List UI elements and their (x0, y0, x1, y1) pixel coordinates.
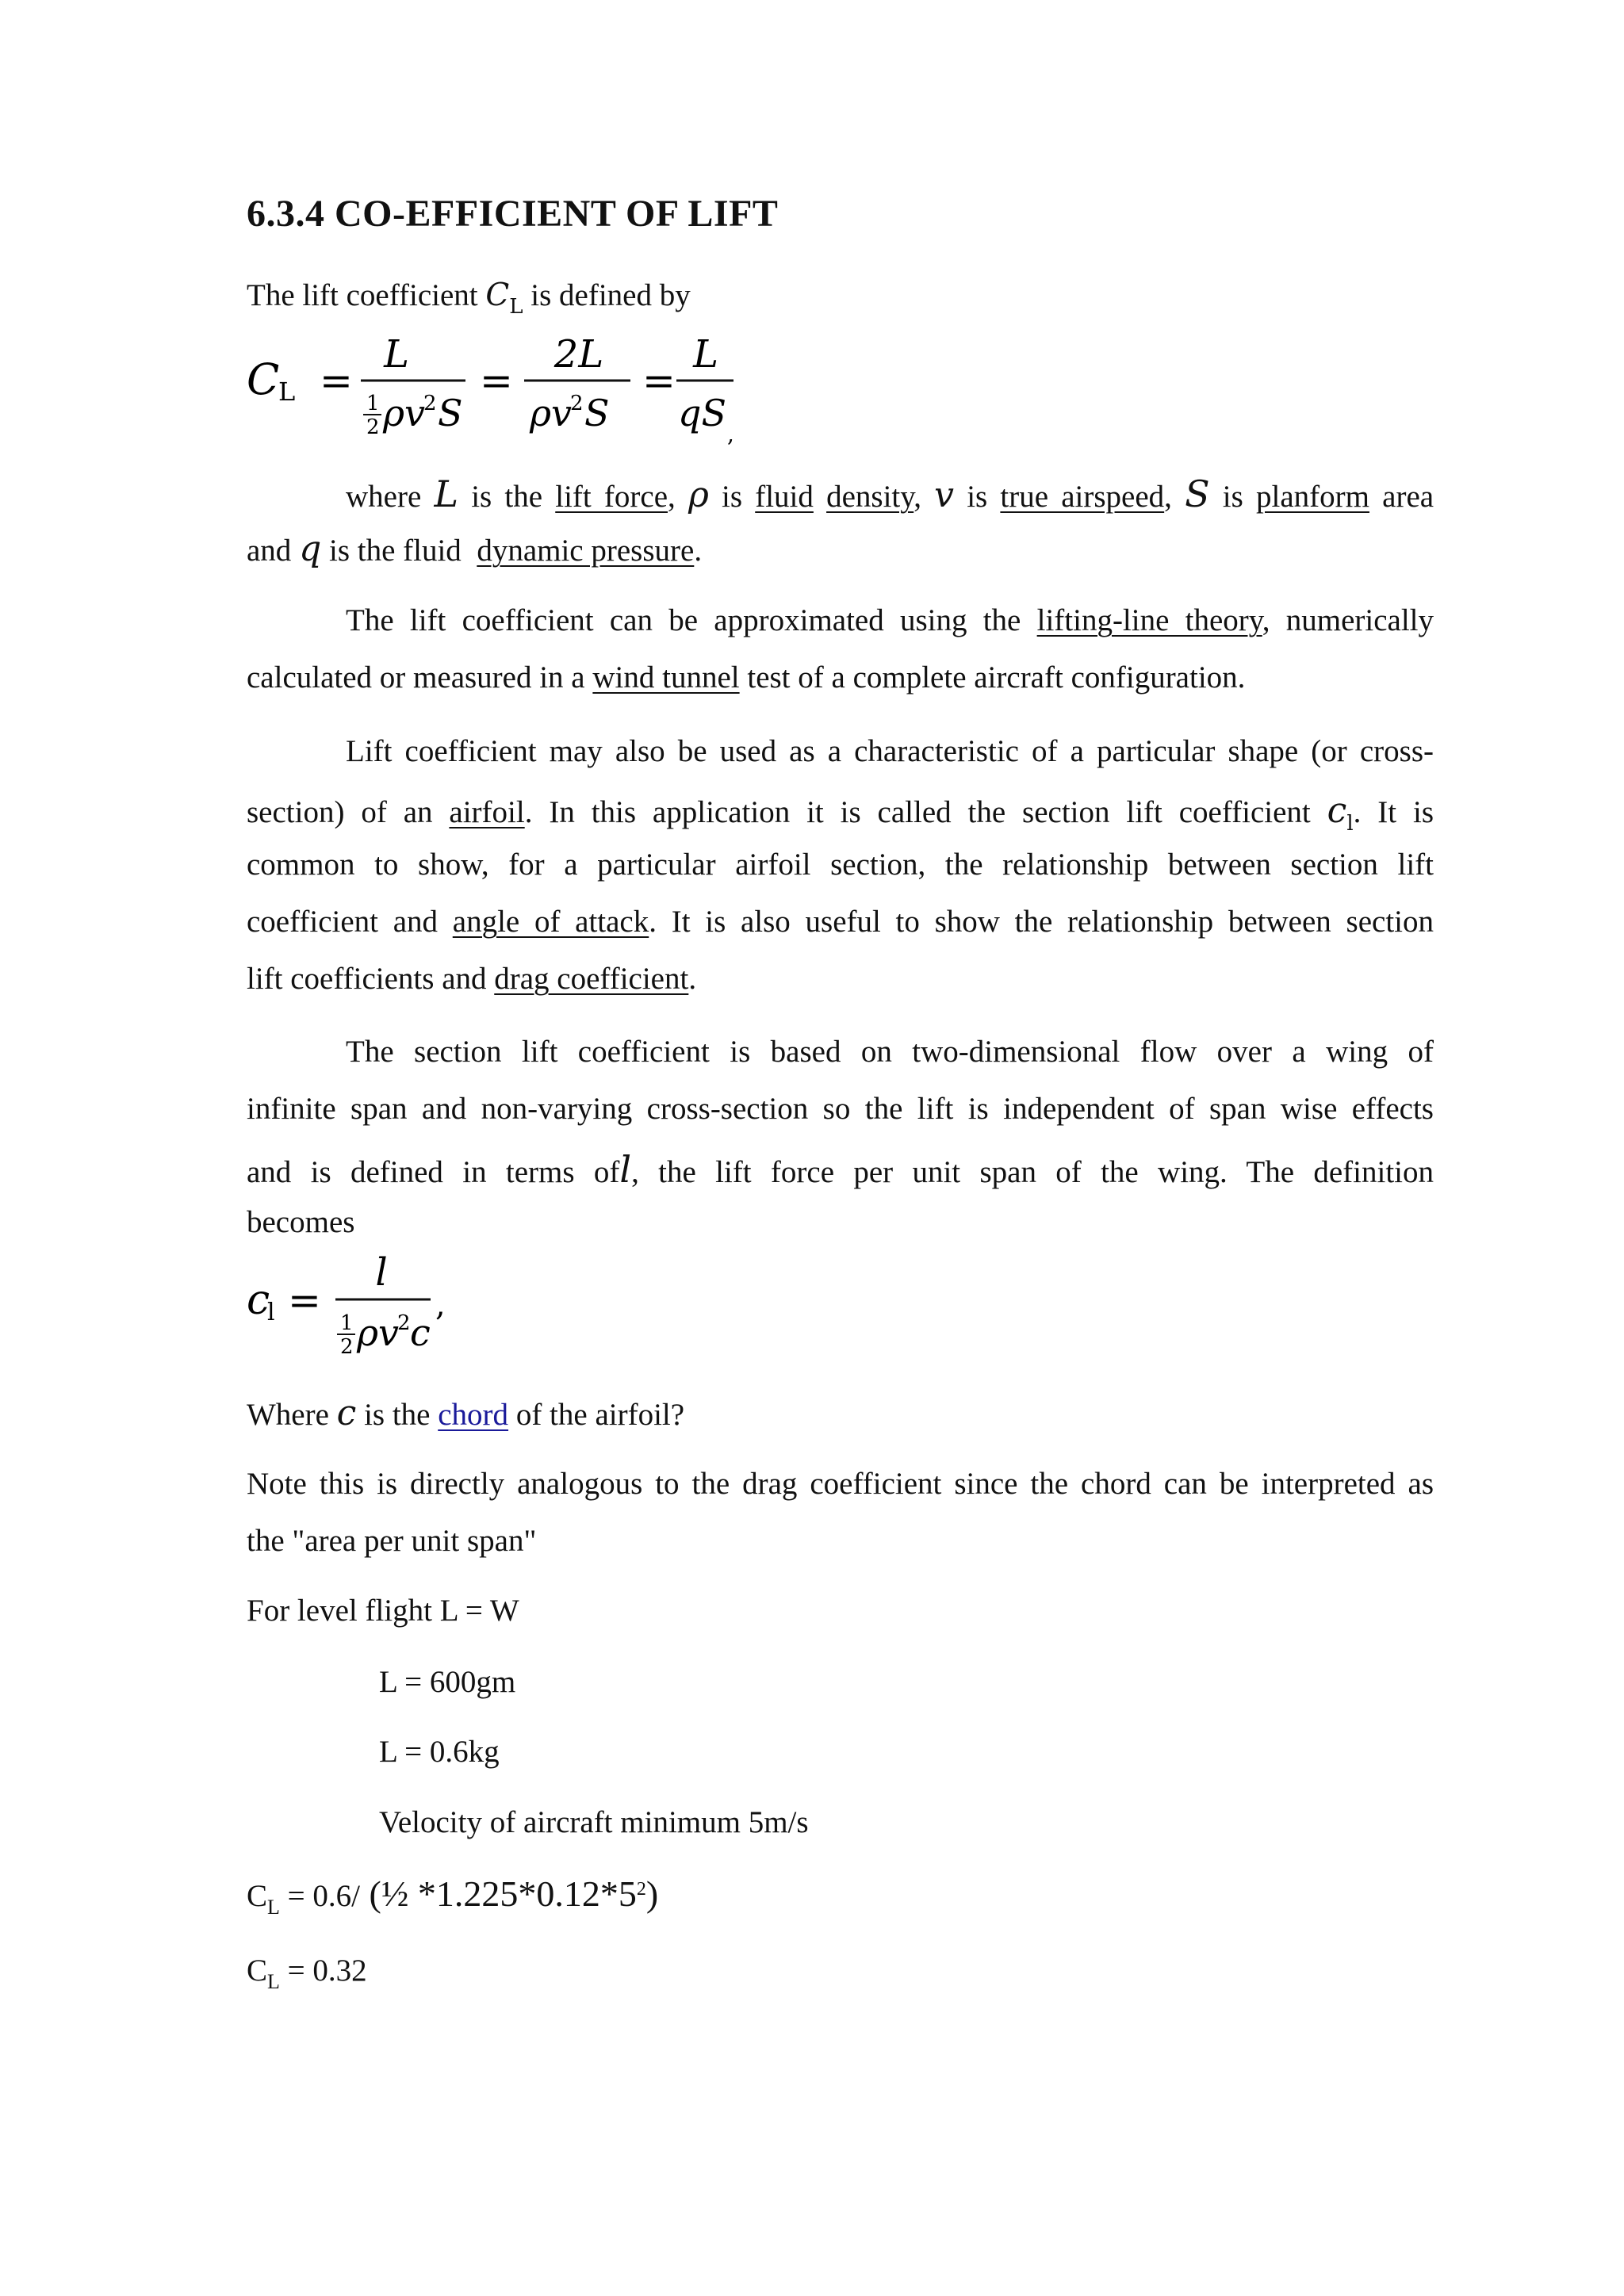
intro-text-before: The lift coefficient (247, 278, 478, 312)
eq2-equals: = (288, 1277, 321, 1323)
where-line-1: where L is the lift force, ρ is fluid density, v is true airspeed, S is planform area (346, 473, 1434, 515)
eq1-f2-den: ρv (530, 392, 573, 434)
eq1-f1-num: L (384, 332, 409, 377)
link-angle-of-attack[interactable]: angle of attack (452, 905, 649, 939)
eq2-den-end: c (410, 1311, 431, 1354)
intro-text-after: is defined by (530, 278, 691, 312)
lift-06kg-line: L = 0.6kg (379, 1735, 500, 1769)
eq2-den-exp: 2 (397, 1311, 411, 1335)
eq1-f3-den: qS (678, 392, 726, 434)
eq1-f1-half-den: 2 (366, 415, 380, 439)
eq1-trailing-comma: , (727, 421, 734, 447)
link-fluid[interactable]: fluid (755, 480, 814, 514)
eq2-num: l (375, 1250, 388, 1295)
section-line-2: section) of an airfoil. In this application it is called the section lift coefficient $c_l$. It is (247, 790, 1434, 836)
twod-line-1: The section lift coefficient is based on two-dimensional flow over a wing of (346, 1035, 1434, 1069)
cl-section-symbol: $c_l$ (1327, 790, 1354, 836)
link-lifting-line-theory[interactable]: lifting-line theory (1036, 603, 1262, 637)
lift-600gm-line: L = 600gm (379, 1665, 516, 1699)
eq2-lhs: c (247, 1276, 270, 1324)
velocity-line: Velocity of aircraft minimum 5m/s (379, 1805, 809, 1839)
link-chord[interactable]: chord (438, 1398, 509, 1432)
eq1-f3-num: L (693, 332, 718, 377)
eq1-f1-den-end: S (438, 392, 463, 434)
cl-symbol: $C_L$ (485, 277, 523, 319)
link-dynamic-pressure[interactable]: dynamic pressure (477, 534, 695, 568)
section-lift-coefficient-equation (242, 1241, 480, 1368)
lift-coefficient-equation (242, 321, 749, 448)
twod-line-2: infinite span and non-varying cross-section so the lift is independent of span wise effects (247, 1092, 1434, 1126)
link-density[interactable]: density (826, 480, 914, 514)
link-airfoil[interactable]: airfoil (449, 795, 525, 829)
cl-result-line: $C_L = 0.32$ (247, 1954, 367, 1993)
link-true-airspeed[interactable]: true airspeed (1000, 480, 1165, 514)
section-line-1: Lift coefficient may also be used as a characteristic of a particular shape (or cross- (346, 734, 1434, 768)
eq1-equals-1: = (320, 358, 353, 404)
eq1-equals-3: = (642, 358, 676, 404)
approx-line-1: The lift coefficient can be approximated using the lifting-line theory, numerically (346, 603, 1434, 637)
where-line-2: and q is the fluid dynamic pressure. (247, 529, 703, 569)
link-drag-coefficient[interactable]: drag coefficient (494, 962, 689, 996)
eq1-lhs-sub: L (278, 377, 296, 407)
eq1-f2-num: 2L (553, 332, 604, 377)
eq2-half-num: 1 (340, 1311, 354, 1335)
eq2-lhs-sub: l (267, 1299, 275, 1326)
section-line-4: coefficient and angle of attack. It is also useful to show the relationship between section (247, 905, 1434, 939)
eq1-f2-den-end: S (584, 392, 610, 434)
eq1-equals-2: = (480, 358, 513, 404)
eq2-den: ρv (357, 1311, 400, 1354)
eq1-f1-half-num: 1 (366, 392, 380, 415)
section-line-3: common to show, for a particular airfoil section, the relationship between section lift (247, 848, 1434, 882)
section-heading: 6.3.4 CO-EFFICIENT OF LIFT (247, 193, 779, 235)
section-line-5: lift coefficients and drag coefficient. (247, 962, 697, 996)
eq1-f1-den-exp: 2 (423, 392, 437, 415)
cl-calculation-line: $C_L = 0.6/$ (½ $*1.225*0.12*5^2$) (247, 1873, 659, 1919)
eq1-f2-den-exp: 2 (570, 392, 584, 415)
intro-line (247, 277, 691, 319)
twod-line-3: and is defined in terms ofl, the lift force per unit span of the wing. The definition (247, 1148, 1434, 1191)
link-wind-tunnel[interactable]: wind tunnel (592, 660, 740, 695)
twod-line-4: becomes (247, 1205, 355, 1239)
eq2-half-den: 2 (340, 1335, 354, 1359)
level-flight-line: For level flight L = W (247, 1594, 519, 1628)
note-line-2: the "area per unit span" (247, 1524, 537, 1558)
eq1-lhs: C (247, 354, 280, 404)
link-planform[interactable]: planform (1256, 480, 1369, 514)
link-lift-force[interactable]: lift force (555, 480, 668, 514)
eq1-f1-den: ρv (383, 392, 426, 434)
approx-line-2: calculated or measured in a wind tunnel test of a complete aircraft configuration. (247, 660, 1246, 695)
eq2-trailing-comma: , (435, 1287, 446, 1323)
note-line-1: Note this is directly analogous to the drag coefficient since the chord can be interpreted as (247, 1467, 1434, 1501)
chord-line: Where c is the chord of the airfoil? (247, 1393, 685, 1433)
